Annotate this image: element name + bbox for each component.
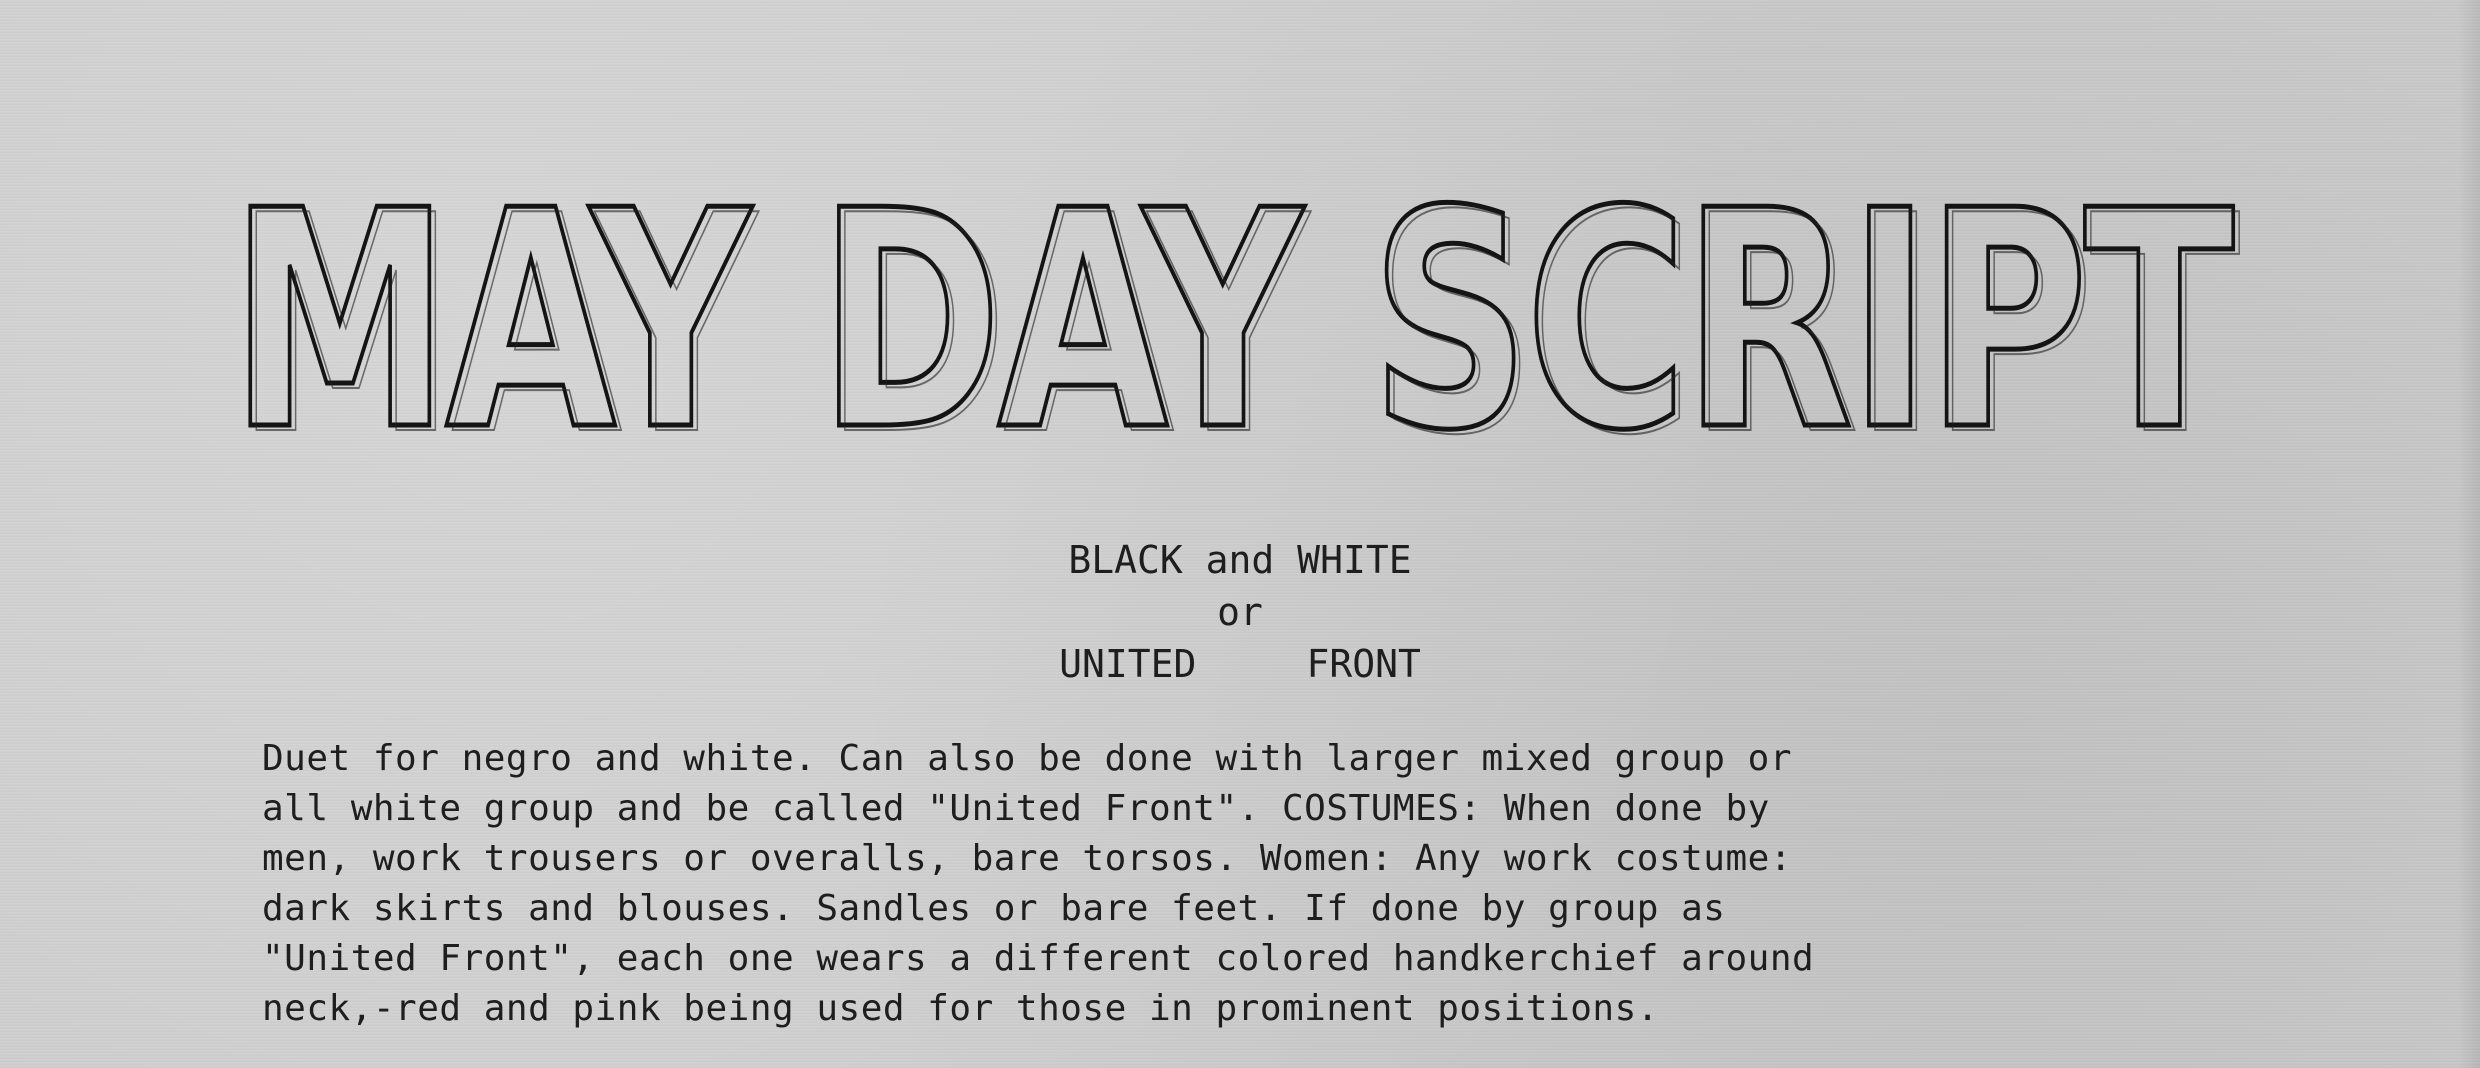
body-line-2: all white group and be called "United Front". COSTUMES: When done by (262, 788, 1770, 829)
title-outline-lettering (230, 150, 2250, 480)
subtitle-united: UNITED (1059, 642, 1197, 686)
subtitle-front: FRONT (1306, 642, 1421, 686)
body-line-5: "United Front", each one wears a different colored handkerchief around (262, 938, 1815, 979)
page-title-shadow: MAY DAY SCRIPT (236, 152, 2242, 480)
body-line-4: dark skirts and blouses. Sandles or bare feet. If done by group as (262, 888, 1726, 929)
body-line-6: neck,-red and pink being used for those in prominent positions. (262, 988, 1659, 1029)
subtitle-line-2: or (1217, 590, 1263, 634)
body-line-1: Duet for negro and white. Can also be done with larger mixed group or (262, 738, 1792, 779)
body-line-3: men, work trousers or overalls, bare torsos. Women: Any work costume: (262, 838, 1792, 879)
page-title: MAY DAY SCRIPT (230, 150, 2236, 480)
body-paragraph (262, 734, 2382, 1034)
title-block (230, 150, 2250, 480)
subtitle-line-3 (0, 638, 2480, 690)
subtitle-line-1: BLACK and WHITE (1068, 538, 1412, 582)
